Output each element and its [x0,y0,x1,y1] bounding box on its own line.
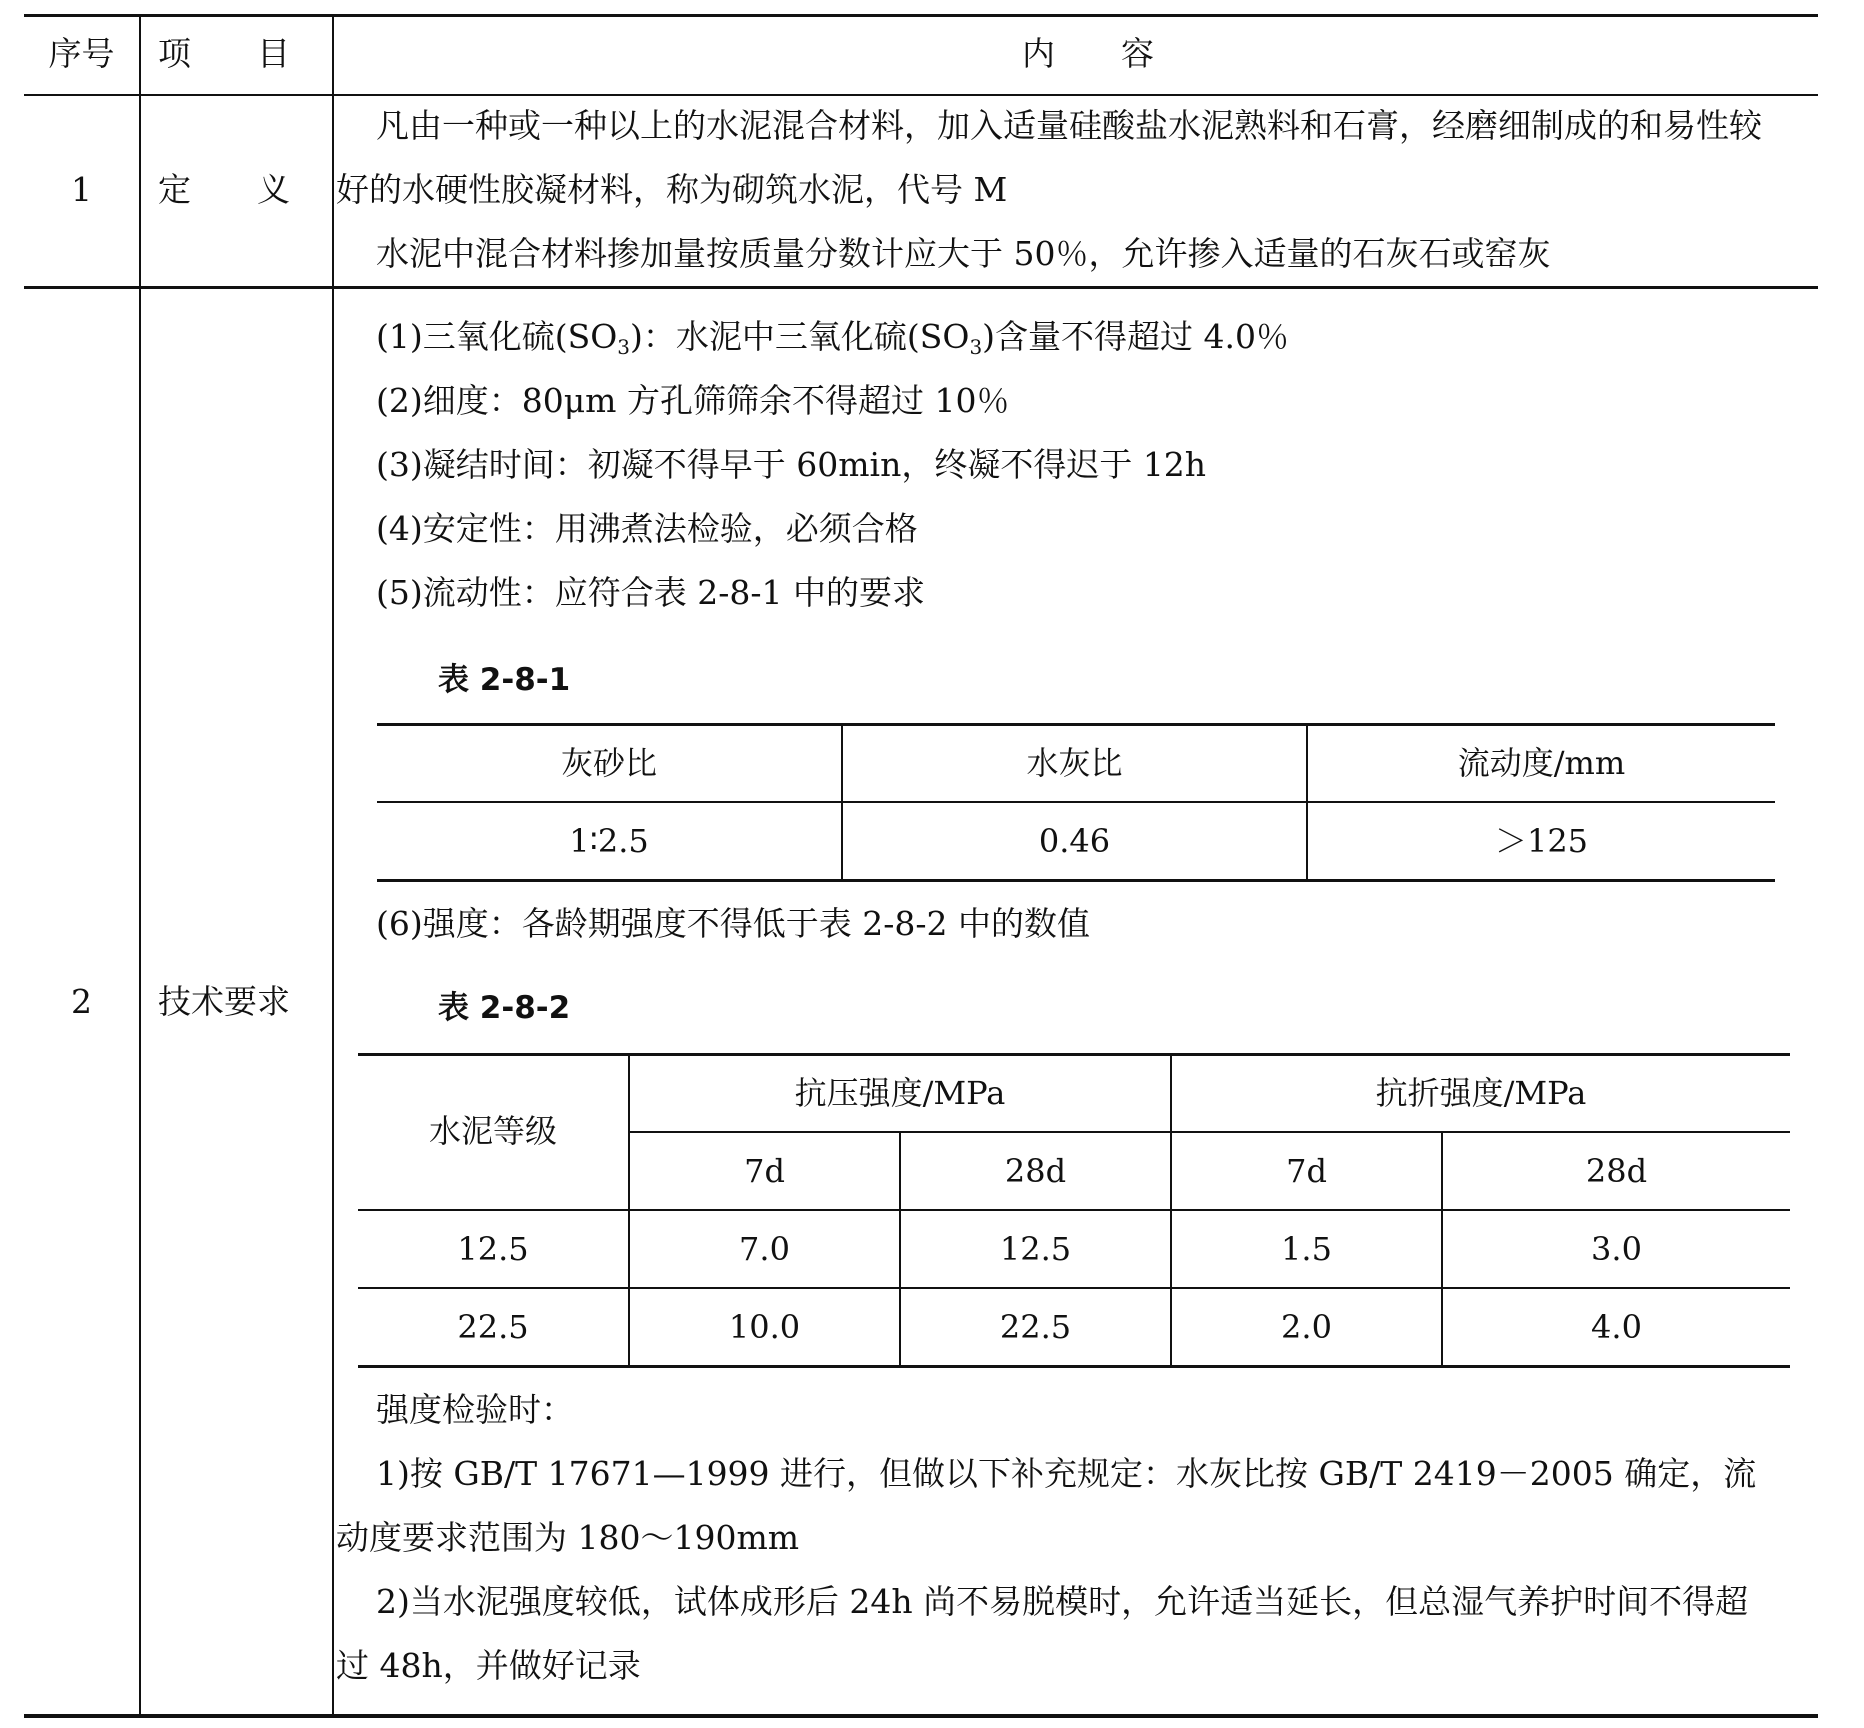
table1-top-rule [377,723,1775,726]
table-bottom-rule [24,1714,1818,1718]
requirement-setting-time: (3)凝结时间：初凝不得早于 60min，终凝不得迟于 12h [376,445,1207,484]
table2-row-rule [358,1287,1790,1289]
table2-group-rule [628,1131,1790,1133]
table2-cell: 10.0 [728,1308,801,1346]
table2-bottom-rule [358,1365,1790,1368]
table2-cell: 3.0 [1591,1230,1642,1268]
admixture-paragraph: 水泥中混合材料掺加量按质量分数计应大于 50％，允许掺入适量的石灰石或窑灰 [376,234,1551,273]
table1-cell-wc: 0.46 [1038,822,1111,860]
definition-content [336,94,1780,286]
table1-bottom-rule [377,879,1775,882]
table2-cell: 7.0 [739,1230,790,1268]
table-2-8-1 [377,723,1775,883]
table1-cell-flow: ＞125 [1494,822,1589,860]
table2-sub-7d-comp: 7d [744,1152,785,1190]
requirement-strength-block [336,892,1780,956]
table2-header-rule [358,1209,1790,1211]
strength-test-note-1: 1)按 GB/T 17671—1999 进行，但做以下补充规定：水灰比按 GB/T 2419－2005 确定，流动度要求范围为 180～190mm [336,1454,1757,1557]
table1-header-flow: 流动度/mm [1457,744,1626,782]
table2-cell: 2.0 [1281,1308,1332,1346]
table1-cell-ratio: 1∶2.5 [569,822,649,860]
row1-item: 定 义 [158,170,290,209]
table2-sub-28d-comp: 28d [1004,1152,1067,1190]
definition-paragraph: 凡由一种或一种以上的水泥混合材料，加入适量硅酸盐水泥熟料和石膏，经磨细制成的和易性较好的水硬性胶凝材料，称为砌筑水泥，代号 M [336,106,1762,209]
table2-caption: 表 2-8-2 [438,990,571,1026]
table2-cell: 22.5 [999,1308,1072,1346]
column-divider-2 [332,14,334,1718]
requirements-list [336,305,1780,625]
header-no: 序号 [48,34,115,73]
table2-header-grade: 水泥等级 [428,1112,557,1150]
table1-header-wc: 水灰比 [1026,744,1123,782]
row-divider [24,286,1818,289]
strength-test-note-2: 2)当水泥强度较低，试体成形后 24h 尚不易脱模时，允许适当延长，但总湿气养护时间不得超过 48h，并做好记录 [336,1582,1749,1685]
header-content: 内 容 [1022,34,1154,73]
row2-item: 技术要求 [158,982,290,1021]
row1-no: 1 [71,170,92,209]
table2-cell: 12.5 [999,1230,1072,1268]
column-divider-1 [139,14,141,1718]
table1-header-rule [377,801,1775,803]
requirement-strength: (6)强度：各龄期强度不得低于表 2-8-2 中的数值 [376,904,1091,943]
table2-header-flexural: 抗折强度/MPa [1375,1074,1587,1112]
table1-header-ratio: 灰砂比 [560,744,657,782]
table-2-8-2 [358,1053,1790,1367]
row2-no: 2 [71,982,92,1021]
table2-cell: 22.5 [457,1308,529,1346]
table2-header-compressive: 抗压强度/MPa [794,1074,1006,1112]
requirement-fineness: (2)细度：80μm 方孔筛筛余不得超过 10％ [376,381,1010,420]
table2-cell: 4.0 [1591,1308,1642,1346]
strength-test-notes [336,1378,1780,1698]
table-top-rule [24,14,1818,17]
requirement-soundness: (4)安定性：用沸煮法检验，必须合格 [376,509,918,548]
table2-cell: 1.5 [1281,1230,1332,1268]
header-item: 项 目 [158,34,290,73]
requirement-so3: (1)三氧化硫$(SO_3)$：水泥中三氧化硫$(SO_3)$含量不得超过 4.0％ [376,317,1290,359]
requirement-fluidity: (5)流动性：应符合表 2-8-1 中的要求 [376,573,926,612]
table1-caption: 表 2-8-1 [438,662,571,698]
table2-top-rule [358,1053,1790,1056]
strength-test-title: 强度检验时： [376,1390,574,1429]
table2-sub-7d-flex: 7d [1286,1152,1327,1190]
table2-sub-28d-flex: 28d [1585,1152,1648,1190]
table2-cell: 12.5 [457,1230,529,1268]
